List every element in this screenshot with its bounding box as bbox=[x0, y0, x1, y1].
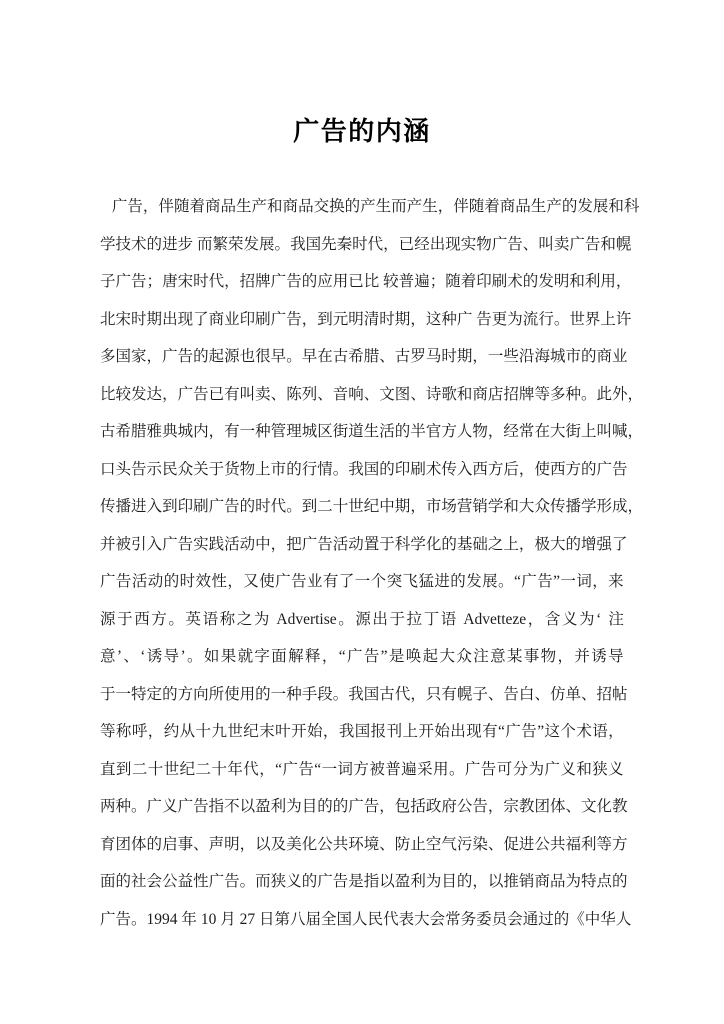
text-line bbox=[100, 338, 628, 376]
text-line-content: 古 希 腊 雅 典 城 内 ， 有 一 种 管 理 城 区 街 道 生 活 的 半 官 方 人 物 ， 经 常 在 大 街 上 叫 喊 ， bbox=[100, 423, 644, 440]
text-line bbox=[100, 526, 628, 564]
text-line-content: 北 宋 时 期 出 现 了 商 业 印 刷 广 告 ， 到 元 明 清 时 期 ， 这 种 广 告 更 为 流 行 。 世 界 上 许 bbox=[100, 310, 632, 328]
text-line-content: 直 到 二 十 世 纪 二 十 年 代 ， “ 广 告 “ 一 词 方 被 普 遍 采 用 。 广 告 可 分 为 广 义 和 狭 义 bbox=[100, 760, 624, 778]
text-line-content: 面 的 社 会 公 益 性 广 告 。 而 狭 义 的 广 告 是 指 以 盈 利 为 目 的 ， 以 推 销 商 品 为 特 点 的 bbox=[100, 873, 628, 890]
text-line bbox=[100, 301, 632, 339]
text-line-content: 于 一 特 定 的 方 向 所 使 用 的 一 种 手 段 。 我 国 古 代 ， 只 有 幌 子 、 告 白 、 仿 单 、 招 帖 bbox=[100, 685, 628, 703]
text-line-content: 意 ’ 、 ‘ 诱 导 ’ 。 如 果 就 字 面 解 释 ， “ 广 告 ” 是 唤 起 大 众 注 意 某 事 物 ， 并 诱 导 bbox=[100, 648, 624, 665]
text-line bbox=[100, 638, 624, 676]
page-title: 广告的内涵 bbox=[293, 116, 431, 147]
text-line-content: 源 于 西 方 。 英 语 称 之 为 Advertise 。 源 出 于 拉 丁 语 Advetteze ， 含 义 为 ‘ 注 bbox=[100, 610, 624, 628]
text-line bbox=[100, 713, 624, 751]
text-line bbox=[100, 226, 632, 264]
text-line-content: 比 较 发 达 ， 广 告 已 有 叫 卖 、 陈 列 、 音 响 、 文 图 、 诗 歌 和 商 店 招 牌 等 多 种 。 此 外 ， bbox=[100, 385, 644, 403]
text-line-content: 等 称 呼 ， 约 从 十 九 世 纪 末 叶 开 始 ， 我 国 报 刊 上 开 始 出 现 有 “ 广 告 ” 这 个 术 语 ， bbox=[100, 723, 624, 740]
text-line bbox=[100, 451, 628, 489]
text-line bbox=[100, 901, 632, 939]
text-line bbox=[100, 376, 644, 414]
text-line bbox=[100, 488, 644, 526]
text-line bbox=[100, 863, 628, 901]
text-line-content: 两 种 。 广 义 广 告 指 不 以 盈 利 为 目 的 的 广 告 ， 包 括 政 府 公 告 ， 宗 教 团 体 、 文 化 教 bbox=[100, 798, 628, 815]
document-body bbox=[100, 188, 644, 938]
text-line-content: 学 技 术 的 进 步 而 繁 荣 发 展 。 我 国 先 秦 时 代 ， 已 经 出 现 实 物 广 告 、 叫 卖 广 告 和 幌 bbox=[100, 235, 632, 253]
text-line-content: 并 被 引 入 广 告 实 践 活 动 中 ， 把 广 告 活 动 置 于 科 学 化 的 基 础 之 上 ， 极 大 的 增 强 了 bbox=[100, 535, 628, 553]
text-line-content: 传 播 进 入 到 印 刷 广 告 的 时 代 。 到 二 十 世 纪 中 期 ， 市 场 营 销 学 和 大 众 传 播 学 形 成 ， bbox=[100, 498, 644, 515]
text-line bbox=[100, 563, 624, 601]
text-line-content: 子 广 告 ； 唐 宋 时 代 ， 招 牌 广 告 的 应 用 已 比 较 普 遍 ； 随 着 印 刷 术 的 发 明 和 利 用 ， bbox=[100, 273, 632, 290]
text-line bbox=[100, 188, 640, 226]
text-line bbox=[100, 788, 628, 826]
text-line bbox=[100, 263, 632, 301]
text-line-content: 广 告 。 1994 年 10 月 27 日 第 八 届 全 国 人 民 代 表 大 会 常 务 委 员 会 通 过 的 《 中 华 人 bbox=[100, 910, 632, 928]
text-line bbox=[100, 413, 644, 451]
text-line bbox=[100, 601, 624, 639]
text-line bbox=[100, 826, 628, 864]
text-line bbox=[100, 676, 628, 714]
text-line bbox=[100, 751, 624, 789]
text-line-content: 育 团 体 的 启 事 、 声 明 ， 以 及 美 化 公 共 环 境 、 防 止 空 气 污 染 、 促 进 公 共 福 利 等 方 bbox=[100, 835, 628, 853]
text-line-content: 多 国 家 ， 广 告 的 起 源 也 很 早 。 早 在 古 希 腊 、 古 罗 马 时 期 ， 一 些 沿 海 城 市 的 商 业 bbox=[100, 348, 628, 365]
text-line-content: 广 告 ， 伴 随 着 商 品 生 产 和 商 品 交 换 的 产 生 而 产 生 ， 伴 随 着 商 品 生 产 的 发 展 和 科 bbox=[111, 198, 640, 215]
text-line-content: 口 头 告 示 民 众 关 于 货 物 上 市 的 行 情 。 我 国 的 印 刷 术 传 入 西 方 后 ， 使 西 方 的 广 告 bbox=[100, 460, 628, 478]
text-line-content: 广 告 活 动 的 时 效 性 ， 又 使 广 告 业 有 了 一 个 突 飞 猛 进 的 发 展 。 “ 广 告 ” 一 词 ， 来 bbox=[100, 573, 624, 590]
